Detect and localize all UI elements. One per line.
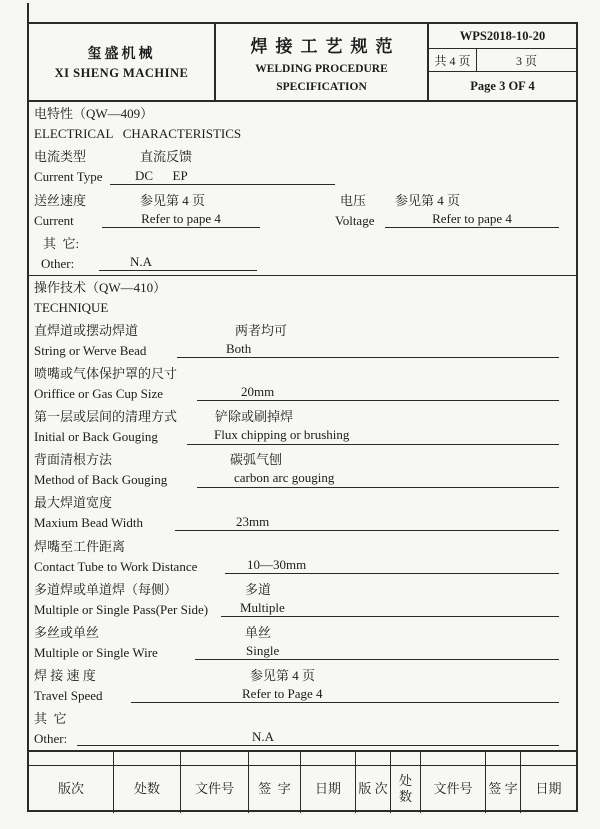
tech-heading-en: TECHNIQUE: [34, 299, 109, 315]
revision-table-spacer-cell: [421, 752, 486, 766]
form-body: [29, 102, 576, 750]
revision-table-spacer-cell: [356, 752, 391, 766]
current-page-cn: 3 页: [515, 53, 537, 68]
gas-cup-en-line: Oriffice or Gas Cup Size 20mm: [29, 383, 576, 405]
elec-other-cn-line: 其 它:: [43, 235, 80, 251]
back-gouging-en-line: Initial or Back Gouging Flux chipping or brushing: [29, 426, 576, 448]
current-type-underline: [110, 168, 335, 185]
back-gouging-underline: [187, 428, 559, 445]
multi-wire-value-cn: 单丝: [245, 624, 272, 640]
company-name-en: XI SHENG MACHINE: [54, 66, 189, 80]
method-gouging-underline: [197, 471, 559, 488]
contact-tube-cn-line: 焊嘴至工件距离: [34, 538, 126, 554]
bead-width-en-line: Maxium Bead Width 23mm: [29, 513, 576, 535]
multi-pass-value-cn: 多道: [245, 581, 272, 597]
string-weave-underline: [177, 341, 559, 358]
multi-pass-cn-line: 多道焊或单道焊（每侧） 多道: [29, 577, 576, 599]
col-docno-1: 文件号: [181, 766, 249, 813]
page-count-row: [429, 49, 576, 72]
revision-table-spacer-cell: [301, 752, 356, 766]
string-weave-cn-line: 直焊道或摆动焊道 两者均可: [29, 319, 576, 341]
current-type-value-cn: 直流反馈: [140, 149, 193, 165]
voltage-label-en: Voltage: [335, 212, 375, 228]
company-name-cn: 玺盛机械: [87, 47, 156, 62]
current-type-en-line: Current Type DC EP: [29, 167, 576, 189]
col-revision-2: 版 次: [356, 766, 391, 813]
col-date-1: 日期: [301, 766, 356, 813]
voltage-underline: [385, 211, 559, 228]
current-type-cn-line: 电流类型 直流反馈: [29, 145, 576, 167]
col-changes-2: 处 数: [391, 766, 421, 813]
voltage-label-cn: 电压: [340, 192, 367, 208]
col-date-2: 日期: [535, 781, 562, 797]
col-docno-2: 文件号: [421, 766, 486, 813]
wire-speed-cn-line: 送丝速度 参见第 4 页 电压 参见第 4 页: [29, 188, 576, 210]
voltage-value-cn: 参见第 4 页: [395, 192, 461, 208]
method-gouging-value-en: carbon arc gouging: [234, 470, 335, 486]
current-value-en: Refer to pape 4: [141, 210, 221, 226]
current-voltage-en-line: Current Refer to pape 4 Voltage Refer to pape 4: [29, 210, 576, 232]
col-changes-1: 处数: [114, 766, 181, 813]
string-weave-en-line: String or Werve Bead Both: [29, 340, 576, 362]
multi-wire-en-line: Multiple or Single Wire Single: [29, 642, 576, 664]
section-technique: [29, 275, 576, 750]
method-gouging-value-cn: 碳弧气刨: [230, 452, 283, 468]
revision-table-spacer-cell: [29, 752, 114, 766]
travel-speed-value-cn: 参见第 4 页: [250, 667, 316, 683]
travel-speed-en-line: Travel Speed Refer to Page 4: [29, 685, 576, 707]
page-info-box: [429, 24, 576, 100]
current-underline: [102, 211, 260, 228]
gas-cup-underline: [197, 384, 559, 401]
travel-speed-underline: [131, 686, 559, 703]
elec-other-underline: [99, 254, 257, 271]
title-cell: [216, 24, 429, 100]
elec-other-en-line: Other: N.A: [29, 253, 576, 275]
revision-table-spacer-cell: [486, 752, 521, 766]
voltage-value-en: Refer to pape 4: [432, 210, 512, 226]
contact-tube-value-en: 10—30mm: [247, 556, 307, 572]
col-revision-1: 版次: [29, 766, 114, 813]
multi-pass-en-line: Multiple or Single Pass(Per Side) Multiple: [29, 599, 576, 621]
multi-wire-value-en: Single: [246, 642, 280, 658]
back-gouging-cn-line: 第一层或层间的清理方式 铲除或刷掉焊: [29, 405, 576, 427]
doc-title-en-line1: WELDING PROCEDURE: [255, 63, 388, 75]
total-pages-cn: 共 4 页: [429, 49, 477, 71]
method-gouging-cn-line: 背面清根方法 碳弧气刨: [29, 448, 576, 470]
tech-other-en-line: Other: N.A: [29, 728, 576, 750]
elec-heading-cn: 电特性（QW—409）: [34, 106, 154, 122]
tech-other-value-en: N.A: [252, 729, 275, 745]
travel-speed-value-en: Refer to Page 4: [242, 686, 323, 701]
section-electrical: [29, 102, 576, 275]
form-header: [29, 24, 576, 102]
contact-tube-underline: [225, 557, 559, 574]
doc-title-en: [216, 61, 427, 97]
string-weave-value-en: Both: [226, 341, 252, 356]
col-signature-2: 签 字: [486, 766, 521, 813]
elec-heading-en: ELECTRICAL CHARACTERISTICS: [34, 126, 242, 142]
registration-mark: [27, 3, 29, 24]
multi-wire-cn-line: 多丝或单丝 单丝: [29, 621, 576, 643]
revision-table-spacer-cell: [114, 752, 181, 766]
revision-table-spacer-cell: [249, 752, 301, 766]
string-weave-value-cn: 两者均可: [235, 322, 288, 338]
bead-width-cn-line: 最大焊道宽度: [34, 495, 113, 511]
current-type-value-en: DC EP: [135, 167, 188, 183]
doc-title-en-line2: SPECIFICATION: [276, 80, 367, 93]
revision-table-spacer-cell: [391, 752, 421, 766]
bead-width-underline: [175, 514, 559, 531]
revision-table: [29, 750, 576, 813]
wire-speed-value-cn: 参见第 4 页: [140, 192, 206, 208]
revision-table-spacer-cell: [181, 752, 249, 766]
col-signature-1: 签 字: [249, 766, 301, 813]
gas-cup-value-en: 20mm: [241, 384, 275, 400]
contact-tube-en-line: Contact Tube to Work Distance 10—30mm: [29, 556, 576, 578]
page-line-en: Page 3 OF 4: [470, 78, 535, 93]
tech-other-cn-line: 其 它: [34, 711, 67, 727]
tech-heading-cn: 操作技术（QW—410）: [34, 279, 167, 295]
doc-number: WPS2018-10-20: [429, 24, 576, 49]
company-cell: [29, 24, 216, 100]
bead-width-value-en: 23mm: [236, 513, 270, 529]
gas-cup-cn-line: 喷嘴或气体保护罩的尺寸: [34, 366, 178, 382]
method-gouging-en-line: Method of Back Gouging carbon arc gouging: [29, 470, 576, 492]
back-gouging-value-en: Flux chipping or brushing: [214, 427, 350, 443]
multi-pass-value-en: Multiple: [240, 599, 285, 615]
back-gouging-value-cn: 铲除或刷掉焊: [215, 409, 294, 425]
revision-table-spacer-cell: [521, 752, 576, 766]
wps-form-sheet: [27, 22, 578, 812]
doc-title-cn: 焊接工艺规范: [250, 37, 401, 56]
tech-other-underline: [77, 729, 559, 746]
elec-other-value: N.A: [130, 253, 153, 269]
multi-pass-underline: [221, 600, 559, 617]
multi-wire-underline: [195, 643, 559, 660]
travel-speed-cn-line: 焊 接 速 度 参见第 4 页: [29, 664, 576, 686]
